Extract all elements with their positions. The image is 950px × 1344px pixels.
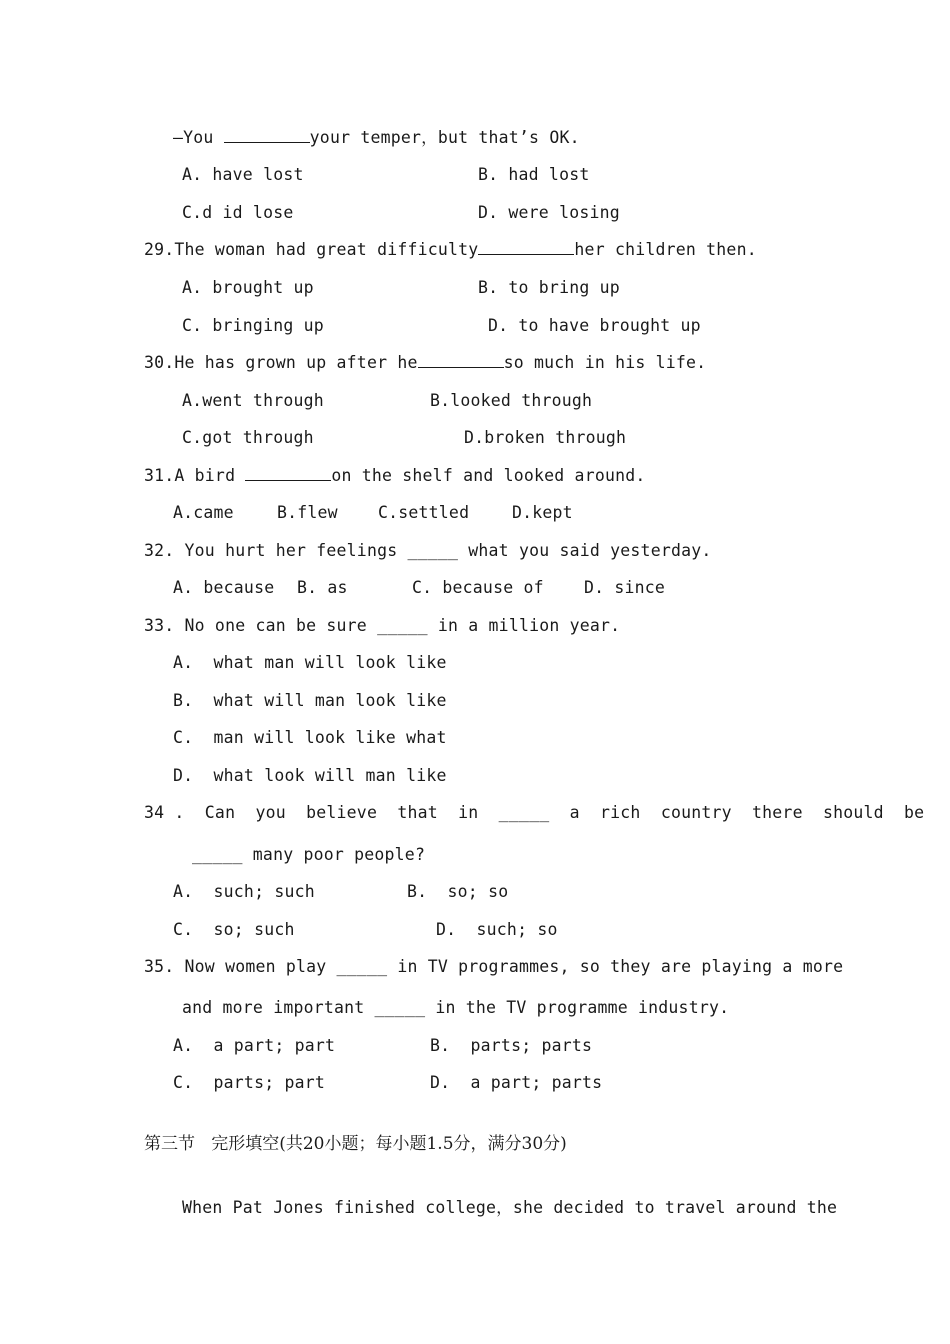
q30-option-c: C.got through	[182, 428, 314, 447]
q35-option-d: D. a part; parts	[430, 1073, 603, 1092]
q34-stem-line2: _____ many poor people?	[192, 845, 426, 864]
q31-option-d: D.kept	[512, 503, 573, 522]
q28-option-a: A. have lost	[182, 165, 304, 184]
q31-option-a: A.came	[173, 503, 234, 522]
q32-option-a: A. because	[173, 578, 275, 597]
q35-stem-line1: 35. Now women play _____ in TV programmes, so they are playing a more	[144, 957, 844, 976]
section-3-heading: 第三节 完形填空(共20小题；每小题1.5分，满分30分)	[144, 1134, 567, 1154]
q30-option-b: B.looked through	[430, 391, 593, 410]
q31-stem-prefix: 31.A bird	[144, 466, 246, 485]
q33-option-d: D. what look will man like	[173, 766, 447, 785]
q35-option-b: B. parts; parts	[430, 1036, 593, 1055]
q31-option-c: C.settled	[378, 503, 470, 522]
q28-option-c: C.d id lose	[182, 203, 294, 222]
q29-stem-suffix: her children then.	[574, 240, 757, 259]
q29-option-d: D. to have brought up	[488, 316, 701, 335]
q33-option-b: B. what will man look like	[173, 691, 447, 710]
q32-stem: 32. You hurt her feelings _____ what you said yesterday.	[144, 541, 712, 560]
q33-option-c: C. man will look like what	[173, 728, 447, 747]
q28-stem-line	[173, 127, 580, 149]
q34-option-c: C. so; such	[173, 920, 295, 939]
q28-option-b: B. had lost	[478, 165, 590, 184]
q32-option-d: D. since	[584, 578, 666, 597]
q35-stem-line2: and more important _____ in the TV programme industry.	[182, 998, 730, 1017]
q29-option-a: A. brought up	[182, 278, 314, 297]
q30-blank	[418, 352, 504, 368]
q30-option-d: D.broken through	[464, 428, 627, 447]
q30-option-a: A.went through	[182, 391, 324, 410]
q29-stem-prefix: 29.The woman had great difficulty	[144, 240, 479, 259]
q34-option-d: D. such; so	[436, 920, 558, 939]
q32-option-c: C. because of	[412, 578, 544, 597]
q28-stem-suffix: your temper，but that’s OK.	[309, 128, 580, 147]
q34-stem-line1: 34 . Can you believe that in _____ a rich country there should be	[144, 803, 925, 822]
q34-option-a: A. such; such	[173, 882, 315, 901]
q35-option-a: A. a part; part	[173, 1036, 336, 1055]
q29-option-b: B. to bring up	[478, 278, 620, 297]
q34-option-b: B. so; so	[407, 882, 509, 901]
q29-stem	[144, 239, 757, 261]
q31-stem-suffix: on the shelf and looked around.	[331, 466, 646, 485]
q28-blank	[224, 127, 310, 143]
q33-stem: 33. No one can be sure _____ in a million year.	[144, 616, 621, 635]
q31-stem	[144, 465, 646, 487]
q28-option-d: D. were losing	[478, 203, 620, 222]
q30-stem-suffix: so much in his life.	[503, 353, 707, 372]
q32-option-b: B. as	[297, 578, 348, 597]
q33-option-a: A. what man will look like	[173, 653, 447, 672]
q35-option-c: C. parts; part	[173, 1073, 326, 1092]
passage-line-1: When Pat Jones finished college，she decided to travel around the	[182, 1198, 838, 1217]
q31-blank	[245, 465, 331, 481]
q29-blank	[478, 239, 574, 255]
q30-stem-prefix: 30.He has grown up after he	[144, 353, 418, 372]
q28-stem-prefix: —You	[173, 128, 224, 147]
q30-stem	[144, 352, 706, 374]
q31-option-b: B.flew	[277, 503, 338, 522]
q29-option-c: C. bringing up	[182, 316, 324, 335]
